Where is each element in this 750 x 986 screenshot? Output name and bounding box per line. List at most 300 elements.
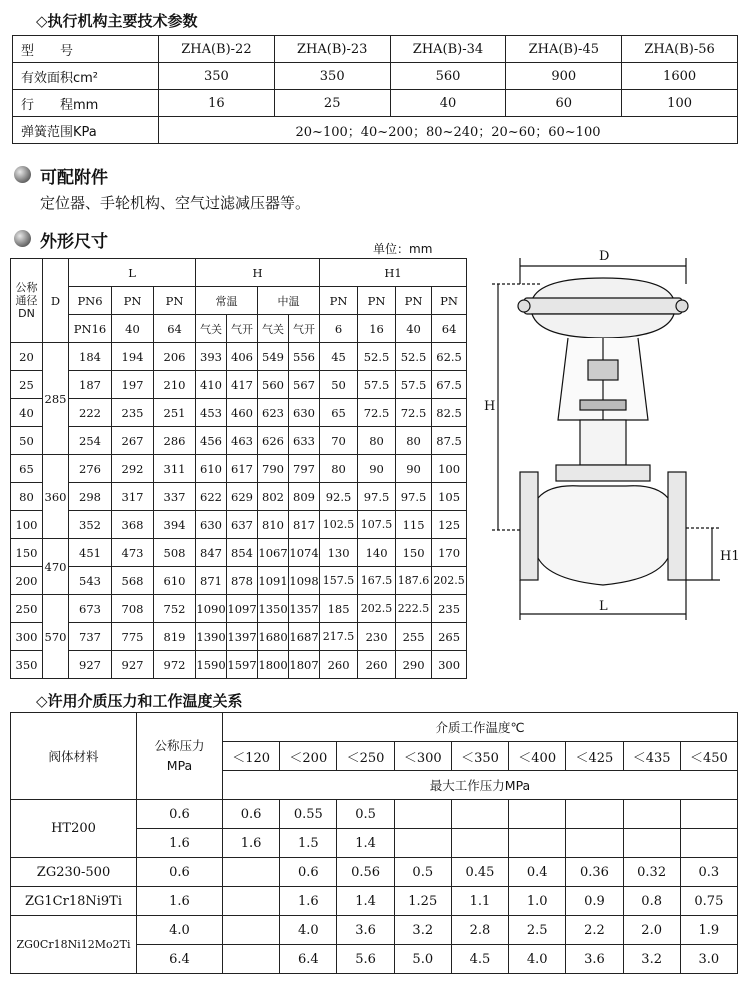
area-cell: 560 bbox=[390, 63, 506, 90]
dn-cell: 40 bbox=[11, 399, 43, 427]
dim-cell: 752 bbox=[154, 595, 196, 623]
dim-cell: 817 bbox=[289, 511, 320, 539]
temp-cell: ＜425 bbox=[566, 742, 623, 771]
temp-cell: ＜250 bbox=[337, 742, 394, 771]
dim-cell: 115 bbox=[396, 511, 432, 539]
temp-header: 介质工作温度℃ bbox=[223, 713, 738, 742]
dim-cell: 254 bbox=[69, 427, 112, 455]
pressure-cell: 0.75 bbox=[680, 887, 737, 916]
d-cell: 360 bbox=[43, 455, 69, 539]
dim-cell: 105 bbox=[432, 483, 467, 511]
dim-cell: 543 bbox=[69, 567, 112, 595]
dim-cell: 265 bbox=[432, 623, 467, 651]
table-row bbox=[11, 858, 738, 887]
d-label: D bbox=[599, 249, 610, 264]
table-row bbox=[13, 117, 738, 144]
dim-cell: 927 bbox=[69, 651, 112, 679]
air-close-header: 气关 bbox=[196, 315, 227, 343]
dim-cell: 100 bbox=[432, 455, 467, 483]
pressure-cell: 4.5 bbox=[451, 945, 508, 974]
dim-cell: 187 bbox=[69, 371, 112, 399]
table-row bbox=[13, 36, 738, 63]
pressure-cell: 2.8 bbox=[451, 916, 508, 945]
pressure-cell: 2.2 bbox=[566, 916, 623, 945]
table-row bbox=[11, 455, 467, 483]
dim-cell: 82.5 bbox=[432, 399, 467, 427]
l-header: L bbox=[69, 259, 196, 287]
dim-cell: 194 bbox=[112, 343, 154, 371]
pressure-cell bbox=[223, 945, 280, 974]
dim-cell: 50 bbox=[320, 371, 358, 399]
dim-cell: 972 bbox=[154, 651, 196, 679]
pressure-cell: 0.36 bbox=[566, 858, 623, 887]
pn-header: 64 bbox=[154, 315, 196, 343]
dim-cell: 202.5 bbox=[358, 595, 396, 623]
dim-cell: 1680 bbox=[258, 623, 289, 651]
dim-cell: 80 bbox=[320, 455, 358, 483]
table-row bbox=[11, 371, 467, 399]
pressure-cell bbox=[223, 887, 280, 916]
pn-header: PN bbox=[432, 287, 467, 315]
dim-cell: 393 bbox=[196, 343, 227, 371]
stroke-cell: 60 bbox=[506, 90, 622, 117]
dim-cell: 80 bbox=[396, 427, 432, 455]
dim-cell: 1350 bbox=[258, 595, 289, 623]
pn-header: PN bbox=[320, 287, 358, 315]
pressure-cell: 0.5 bbox=[337, 800, 394, 829]
dim-cell: 617 bbox=[227, 455, 258, 483]
dn-cell: 100 bbox=[11, 511, 43, 539]
h-label: H bbox=[484, 399, 496, 414]
pressure-cell: 1.1 bbox=[451, 887, 508, 916]
dim-cell: 67.5 bbox=[432, 371, 467, 399]
pn-header: PN6 bbox=[69, 287, 112, 315]
table-row bbox=[11, 800, 738, 829]
model-cell: ZHA(B)-56 bbox=[622, 36, 738, 63]
pressure-cell: 0.45 bbox=[451, 858, 508, 887]
dn-cell: 250 bbox=[11, 595, 43, 623]
nominal-pressure-cell: 4.0 bbox=[137, 916, 223, 945]
dim-cell: 197 bbox=[112, 371, 154, 399]
spec-table bbox=[12, 35, 738, 144]
pn-header: 40 bbox=[396, 315, 432, 343]
dim-cell: 206 bbox=[154, 343, 196, 371]
dim-cell: 629 bbox=[227, 483, 258, 511]
pressure-cell bbox=[394, 800, 451, 829]
dim-cell: 809 bbox=[289, 483, 320, 511]
pn-header: PN bbox=[358, 287, 396, 315]
dim-cell: 62.5 bbox=[432, 343, 467, 371]
pressure-cell: 2.0 bbox=[623, 916, 680, 945]
dim-cell: 810 bbox=[258, 511, 289, 539]
pressure-cell: 0.8 bbox=[623, 887, 680, 916]
material-cell: HT200 bbox=[11, 800, 137, 858]
dim-cell: 622 bbox=[196, 483, 227, 511]
valve-drawing bbox=[480, 240, 742, 630]
diaphragm-bottom bbox=[532, 314, 674, 338]
material-cell: ZG0Cr18Ni12Mo2Ti bbox=[11, 916, 137, 974]
pn-header: PN bbox=[396, 287, 432, 315]
pressure-cell bbox=[623, 800, 680, 829]
h1-header: H1 bbox=[320, 259, 467, 287]
dim-cell: 854 bbox=[227, 539, 258, 567]
table-row bbox=[13, 63, 738, 90]
dim-cell: 65 bbox=[320, 399, 358, 427]
dim-cell: 456 bbox=[196, 427, 227, 455]
dim-cell: 125 bbox=[432, 511, 467, 539]
dim-cell: 1074 bbox=[289, 539, 320, 567]
dim-cell: 286 bbox=[154, 427, 196, 455]
nominal-pressure-cell: 1.6 bbox=[137, 887, 223, 916]
pressure-cell: 1.0 bbox=[509, 887, 566, 916]
dn-cell: 80 bbox=[11, 483, 43, 511]
dim-cell: 623 bbox=[258, 399, 289, 427]
pn-header: PN bbox=[154, 287, 196, 315]
pressure-cell: 5.0 bbox=[394, 945, 451, 974]
pressure-cell bbox=[509, 800, 566, 829]
spring-label: 弹簧范围KPa bbox=[13, 117, 159, 144]
pressure-cell: 1.4 bbox=[337, 887, 394, 916]
dim-cell: 87.5 bbox=[432, 427, 467, 455]
l-label: L bbox=[599, 599, 608, 614]
pressure-cell bbox=[566, 800, 623, 829]
table-row bbox=[11, 259, 467, 287]
dim-cell: 255 bbox=[396, 623, 432, 651]
temp-cell: ＜120 bbox=[223, 742, 280, 771]
table-row bbox=[11, 539, 467, 567]
dn-cell: 50 bbox=[11, 427, 43, 455]
pressure-cell: 3.0 bbox=[680, 945, 737, 974]
pressure-cell: 0.6 bbox=[223, 800, 280, 829]
dim-cell: 1067 bbox=[258, 539, 289, 567]
model-cell: ZHA(B)-34 bbox=[390, 36, 506, 63]
pressure-cell: 0.9 bbox=[566, 887, 623, 916]
dim-cell: 90 bbox=[358, 455, 396, 483]
dim-cell: 790 bbox=[258, 455, 289, 483]
pressure-cell: 0.55 bbox=[280, 800, 337, 829]
table-row bbox=[11, 483, 467, 511]
area-cell: 350 bbox=[159, 63, 275, 90]
pressure-cell: 4.0 bbox=[280, 916, 337, 945]
pressure-cell: 3.2 bbox=[394, 916, 451, 945]
dim-cell: 1687 bbox=[289, 623, 320, 651]
unit-label: 单位：mm bbox=[373, 242, 433, 256]
dim-cell: 775 bbox=[112, 623, 154, 651]
dim-cell: 819 bbox=[154, 623, 196, 651]
dim-cell: 673 bbox=[69, 595, 112, 623]
dim-cell: 311 bbox=[154, 455, 196, 483]
pressure-cell bbox=[509, 829, 566, 858]
dn-cell: 200 bbox=[11, 567, 43, 595]
dim-cell: 317 bbox=[112, 483, 154, 511]
dim-cell: 1397 bbox=[227, 623, 258, 651]
dim-cell: 1800 bbox=[258, 651, 289, 679]
dim-cell: 626 bbox=[258, 427, 289, 455]
pressure-table bbox=[10, 712, 738, 974]
d-header: D bbox=[43, 259, 69, 343]
dim-cell: 222.5 bbox=[396, 595, 432, 623]
dim-cell: 610 bbox=[196, 455, 227, 483]
pn-header: 16 bbox=[358, 315, 396, 343]
d-cell: 570 bbox=[43, 595, 69, 679]
pressure-cell bbox=[566, 829, 623, 858]
dim-cell: 300 bbox=[432, 651, 467, 679]
dim-cell: 337 bbox=[154, 483, 196, 511]
dim-cell: 1090 bbox=[196, 595, 227, 623]
dim-cell: 1091 bbox=[258, 567, 289, 595]
pressure-cell: 0.56 bbox=[337, 858, 394, 887]
pressure-cell bbox=[451, 800, 508, 829]
dim-cell: 251 bbox=[154, 399, 196, 427]
dim-cell: 185 bbox=[320, 595, 358, 623]
pressure-cell: 6.4 bbox=[280, 945, 337, 974]
dim-cell: 630 bbox=[196, 511, 227, 539]
h-header: H bbox=[196, 259, 320, 287]
table-row bbox=[13, 90, 738, 117]
pressure-cell bbox=[394, 829, 451, 858]
dim-cell: 1098 bbox=[289, 567, 320, 595]
pressure-cell: 1.6 bbox=[280, 887, 337, 916]
valve-body bbox=[538, 486, 668, 585]
dimension-table bbox=[10, 258, 467, 679]
area-cell: 1600 bbox=[622, 63, 738, 90]
pressure-cell bbox=[223, 858, 280, 887]
dn-cell: 20 bbox=[11, 343, 43, 371]
stroke-cell: 40 bbox=[390, 90, 506, 117]
material-cell: ZG230-500 bbox=[11, 858, 137, 887]
table-row bbox=[11, 567, 467, 595]
dim-cell: 463 bbox=[227, 427, 258, 455]
pressure-cell: 1.5 bbox=[280, 829, 337, 858]
dim-cell: 150 bbox=[396, 539, 432, 567]
pressure-cell: 1.4 bbox=[337, 829, 394, 858]
dim-cell: 1097 bbox=[227, 595, 258, 623]
stroke-label: 行 程mm bbox=[13, 90, 159, 117]
table-row bbox=[11, 651, 467, 679]
dim-cell: 708 bbox=[112, 595, 154, 623]
pressure-cell bbox=[623, 829, 680, 858]
dim-cell: 72.5 bbox=[358, 399, 396, 427]
dim-cell: 267 bbox=[112, 427, 154, 455]
dim-cell: 260 bbox=[320, 651, 358, 679]
pressure-cell bbox=[223, 916, 280, 945]
dim-cell: 352 bbox=[69, 511, 112, 539]
nominal-pressure-header bbox=[137, 713, 223, 800]
pn-header: PN bbox=[112, 287, 154, 315]
dim-cell: 453 bbox=[196, 399, 227, 427]
dim-cell: 802 bbox=[258, 483, 289, 511]
dim-cell: 57.5 bbox=[358, 371, 396, 399]
nominal-pressure-text: 公称压力 bbox=[154, 738, 205, 753]
temp-cell: ＜450 bbox=[680, 742, 737, 771]
dim-cell: 473 bbox=[112, 539, 154, 567]
pressure-cell: 0.5 bbox=[394, 858, 451, 887]
dim-cell: 630 bbox=[289, 399, 320, 427]
bonnet bbox=[580, 420, 626, 465]
bullet-icon bbox=[14, 166, 31, 183]
model-label: 型 号 bbox=[13, 36, 159, 63]
right-flange bbox=[668, 472, 686, 580]
dim-cell: 187.6 bbox=[396, 567, 432, 595]
dim-cell: 878 bbox=[227, 567, 258, 595]
dim-cell: 52.5 bbox=[396, 343, 432, 371]
dim-cell: 368 bbox=[112, 511, 154, 539]
dim-cell: 57.5 bbox=[396, 371, 432, 399]
accessories-text: 定位器、手轮机构、空气过滤减压器等。 bbox=[40, 194, 311, 212]
pn-header: 64 bbox=[432, 315, 467, 343]
bullet-icon bbox=[14, 230, 31, 247]
stroke-cell: 25 bbox=[274, 90, 390, 117]
dim-cell: 633 bbox=[289, 427, 320, 455]
table-row bbox=[11, 287, 467, 315]
dim-cell: 737 bbox=[69, 623, 112, 651]
table-row bbox=[11, 595, 467, 623]
temp-cell: ＜400 bbox=[509, 742, 566, 771]
dim-cell: 417 bbox=[227, 371, 258, 399]
dim-cell: 1590 bbox=[196, 651, 227, 679]
pressure-cell bbox=[680, 800, 737, 829]
temp-cell: ＜300 bbox=[394, 742, 451, 771]
table-row bbox=[11, 887, 738, 916]
pressure-cell: 1.6 bbox=[223, 829, 280, 858]
dim-cell: 276 bbox=[69, 455, 112, 483]
model-cell: ZHA(B)-23 bbox=[274, 36, 390, 63]
dim-cell: 92.5 bbox=[320, 483, 358, 511]
accessories-title: 可配附件 bbox=[40, 168, 108, 188]
pn-header: PN16 bbox=[69, 315, 112, 343]
dim-cell: 202.5 bbox=[432, 567, 467, 595]
spring-cell: 20~100；40~200；80~240；20~60；60~100 bbox=[159, 117, 738, 144]
material-cell: ZG1Cr18Ni9Ti bbox=[11, 887, 137, 916]
d-cell: 470 bbox=[43, 539, 69, 595]
dim-cell: 451 bbox=[69, 539, 112, 567]
pressure-cell: 4.0 bbox=[509, 945, 566, 974]
dim-cell: 610 bbox=[154, 567, 196, 595]
dim-cell: 107.5 bbox=[358, 511, 396, 539]
area-cell: 350 bbox=[274, 63, 390, 90]
dn-header: 公称通径DN bbox=[11, 259, 43, 343]
dn-cell: 25 bbox=[11, 371, 43, 399]
dim-cell: 406 bbox=[227, 343, 258, 371]
dim-cell: 637 bbox=[227, 511, 258, 539]
normal-temp-header: 常温 bbox=[196, 287, 258, 315]
dim-cell: 157.5 bbox=[320, 567, 358, 595]
dim-cell: 508 bbox=[154, 539, 196, 567]
max-pressure-header: 最大工作压力MPa bbox=[223, 771, 738, 800]
pn-header: 40 bbox=[112, 315, 154, 343]
pressure-cell: 0.3 bbox=[680, 858, 737, 887]
stroke-cell: 16 bbox=[159, 90, 275, 117]
medium-temp-header: 中温 bbox=[258, 287, 320, 315]
table-row bbox=[11, 623, 467, 651]
model-cell: ZHA(B)-22 bbox=[159, 36, 275, 63]
nominal-pressure-cell: 0.6 bbox=[137, 800, 223, 829]
area-cell: 900 bbox=[506, 63, 622, 90]
dn-cell: 350 bbox=[11, 651, 43, 679]
dim-cell: 871 bbox=[196, 567, 227, 595]
dim-cell: 72.5 bbox=[396, 399, 432, 427]
model-cell: ZHA(B)-45 bbox=[506, 36, 622, 63]
dim-cell: 52.5 bbox=[358, 343, 396, 371]
left-flange bbox=[520, 472, 538, 580]
table-row bbox=[11, 427, 467, 455]
pressure-cell bbox=[451, 829, 508, 858]
pressure-title: ◇许用介质压力和工作温度关系 bbox=[36, 692, 243, 710]
dim-cell: 394 bbox=[154, 511, 196, 539]
dim-cell: 235 bbox=[112, 399, 154, 427]
table-row bbox=[11, 511, 467, 539]
table-row bbox=[11, 399, 467, 427]
pressure-cell: 0.6 bbox=[280, 858, 337, 887]
dim-cell: 410 bbox=[196, 371, 227, 399]
pressure-cell bbox=[680, 829, 737, 858]
table-row bbox=[11, 713, 738, 742]
pn-header: 6 bbox=[320, 315, 358, 343]
nominal-pressure-cell: 6.4 bbox=[137, 945, 223, 974]
dim-cell: 210 bbox=[154, 371, 196, 399]
dim-cell: 102.5 bbox=[320, 511, 358, 539]
pressure-cell: 3.2 bbox=[623, 945, 680, 974]
temp-cell: ＜350 bbox=[451, 742, 508, 771]
dim-cell: 222 bbox=[69, 399, 112, 427]
table-row bbox=[11, 343, 467, 371]
dim-cell: 170 bbox=[432, 539, 467, 567]
pressure-cell: 3.6 bbox=[566, 945, 623, 974]
pressure-cell: 5.6 bbox=[337, 945, 394, 974]
pressure-cell: 1.25 bbox=[394, 887, 451, 916]
dim-cell: 292 bbox=[112, 455, 154, 483]
dim-cell: 1357 bbox=[289, 595, 320, 623]
pressure-cell: 3.6 bbox=[337, 916, 394, 945]
dim-cell: 167.5 bbox=[358, 567, 396, 595]
dim-cell: 560 bbox=[258, 371, 289, 399]
temp-cell: ＜200 bbox=[280, 742, 337, 771]
dim-cell: 260 bbox=[358, 651, 396, 679]
dim-cell: 549 bbox=[258, 343, 289, 371]
dim-cell: 298 bbox=[69, 483, 112, 511]
pressure-cell: 0.4 bbox=[509, 858, 566, 887]
material-header: 阀体材料 bbox=[11, 713, 137, 800]
h1-label: H1 bbox=[720, 549, 740, 564]
dim-cell: 1390 bbox=[196, 623, 227, 651]
dimensions-title: 外形尺寸 bbox=[40, 232, 108, 252]
dim-cell: 90 bbox=[396, 455, 432, 483]
dim-cell: 1807 bbox=[289, 651, 320, 679]
dim-cell: 567 bbox=[289, 371, 320, 399]
temp-cell: ＜435 bbox=[623, 742, 680, 771]
dim-cell: 568 bbox=[112, 567, 154, 595]
dim-cell: 290 bbox=[396, 651, 432, 679]
pressure-cell: 1.9 bbox=[680, 916, 737, 945]
air-open-header: 气开 bbox=[227, 315, 258, 343]
dn-cell: 65 bbox=[11, 455, 43, 483]
dim-cell: 97.5 bbox=[358, 483, 396, 511]
air-close-header: 气关 bbox=[258, 315, 289, 343]
nominal-pressure-cell: 1.6 bbox=[137, 829, 223, 858]
table-row bbox=[11, 916, 738, 945]
dn-cell: 150 bbox=[11, 539, 43, 567]
dim-cell: 45 bbox=[320, 343, 358, 371]
dim-cell: 80 bbox=[358, 427, 396, 455]
dim-cell: 797 bbox=[289, 455, 320, 483]
dim-cell: 230 bbox=[358, 623, 396, 651]
stroke-cell: 100 bbox=[622, 90, 738, 117]
dim-cell: 847 bbox=[196, 539, 227, 567]
specs-title: ◇执行机构主要技术参数 bbox=[36, 12, 198, 30]
dim-cell: 235 bbox=[432, 595, 467, 623]
dim-cell: 140 bbox=[358, 539, 396, 567]
pressure-cell: 0.32 bbox=[623, 858, 680, 887]
